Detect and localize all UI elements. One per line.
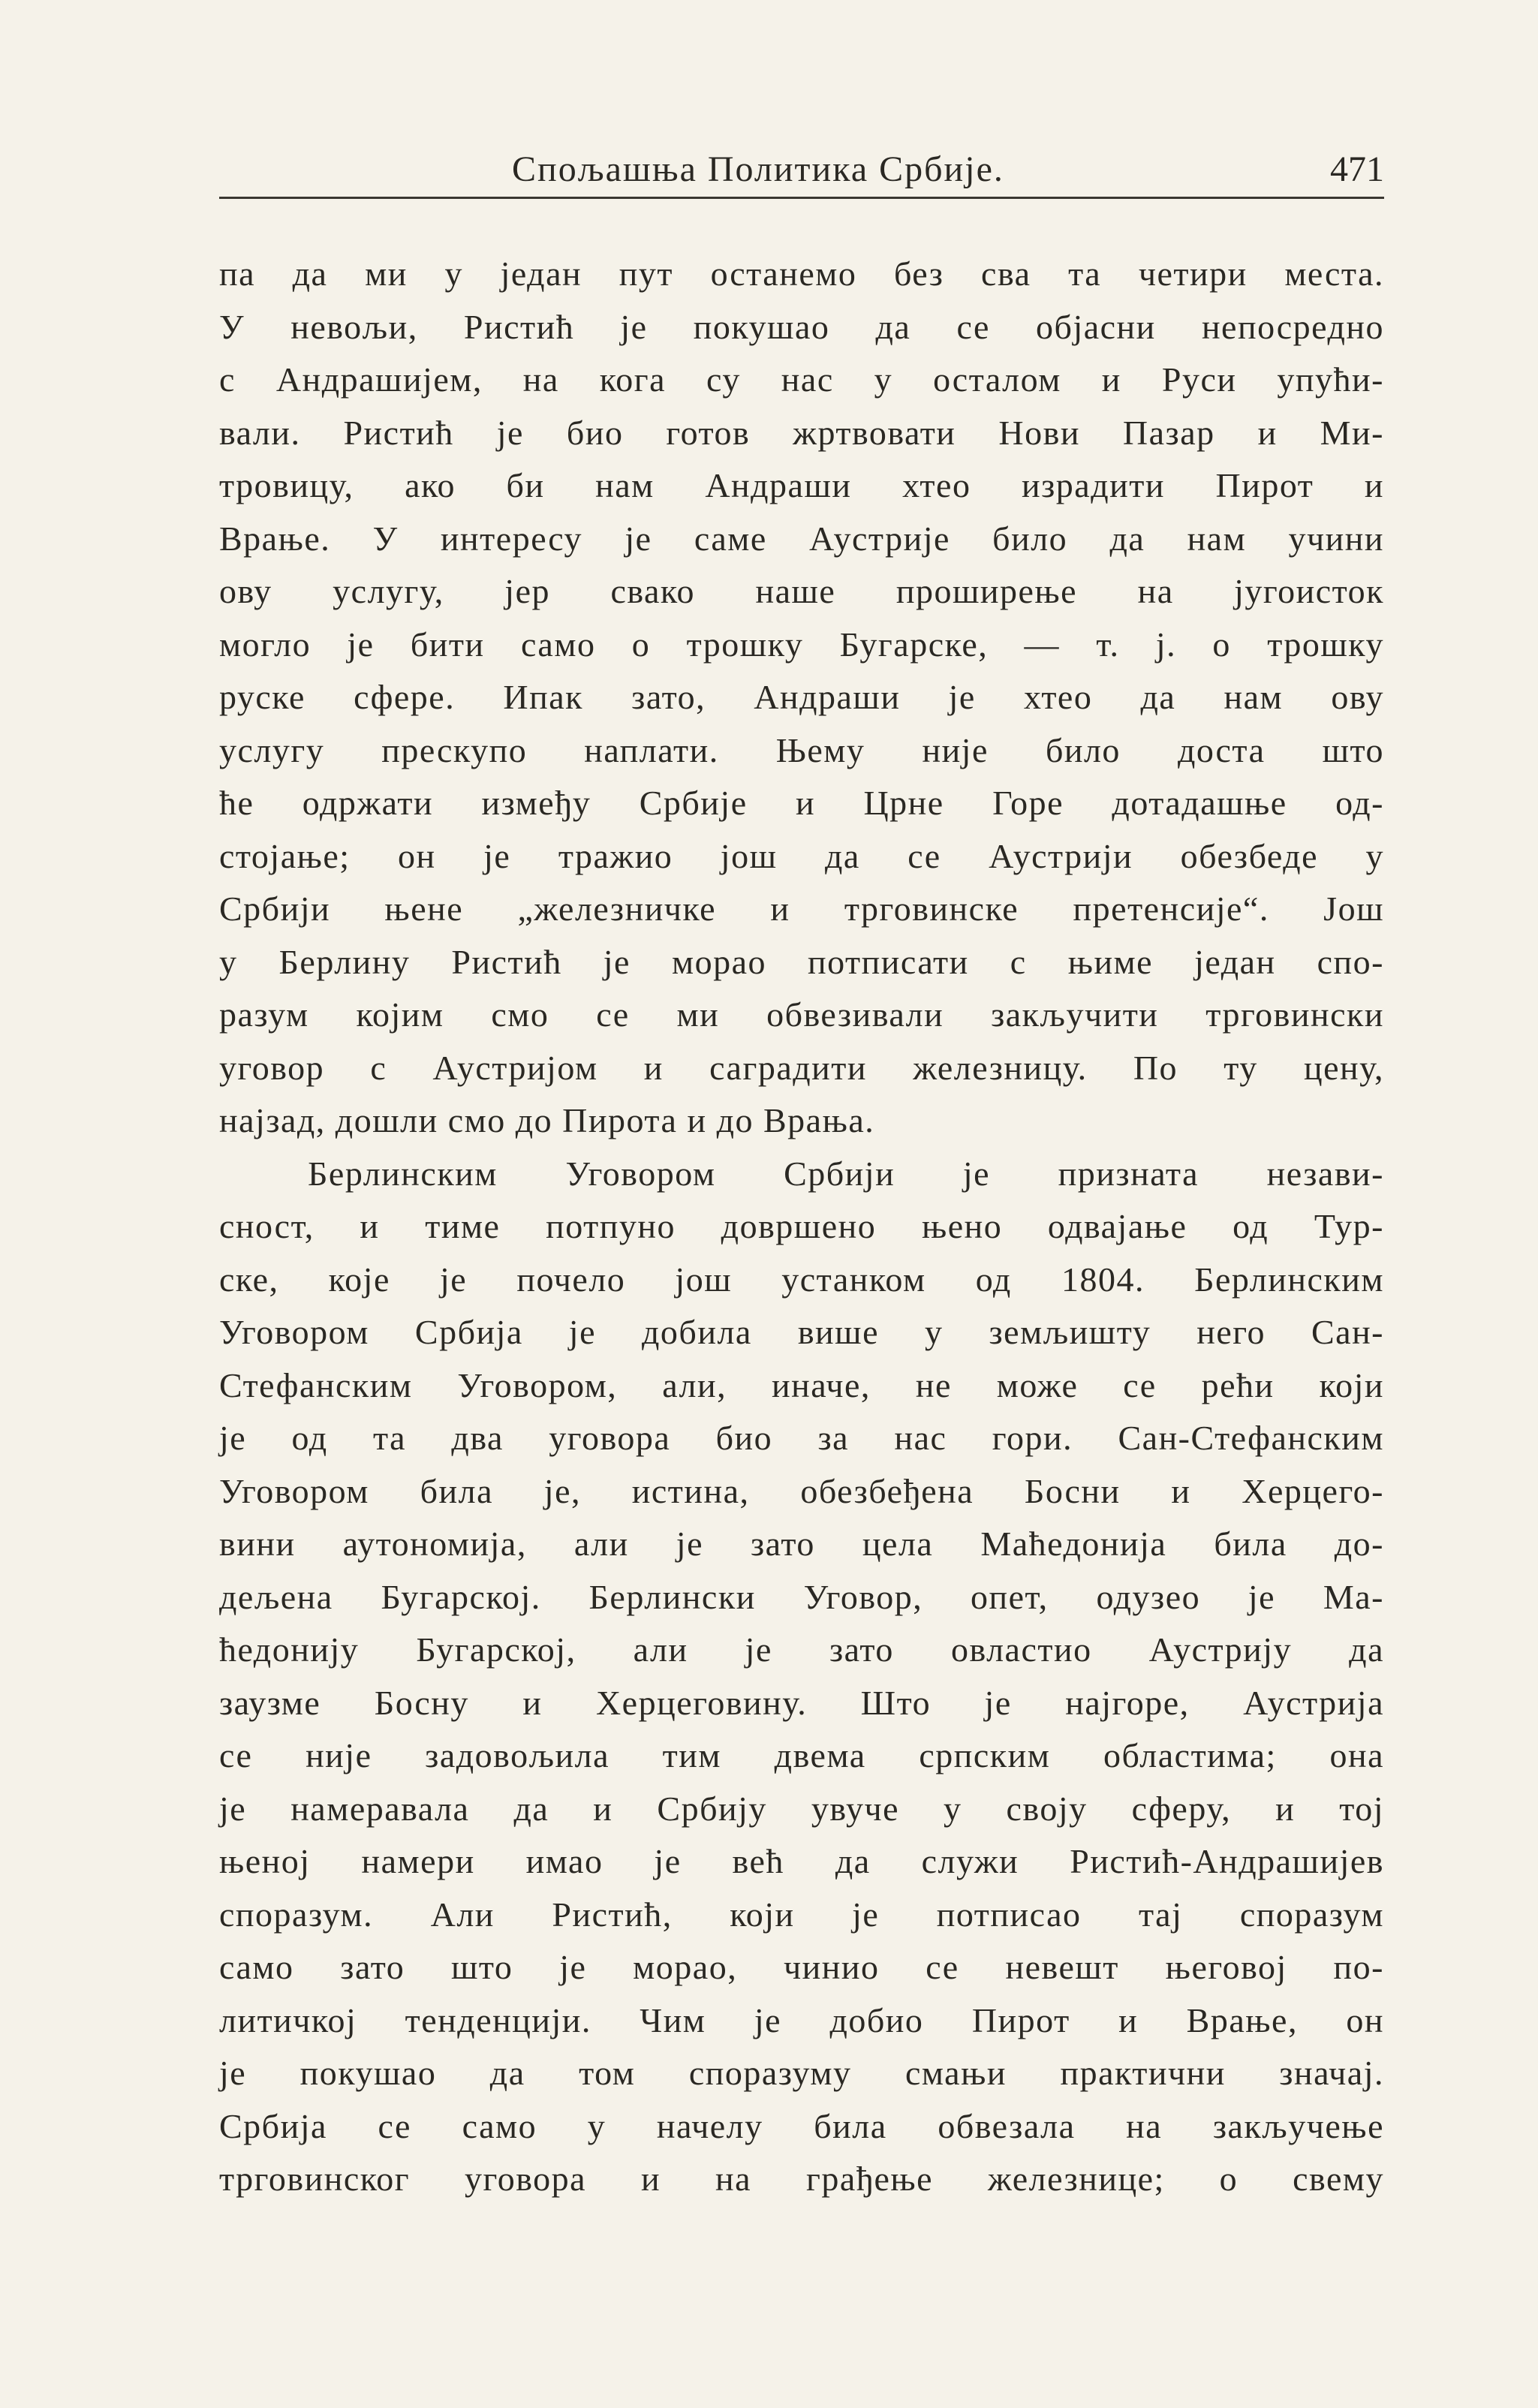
text-line: с Андрашијем, на кога су нас у осталом и Руси упући- (219, 360, 1384, 399)
text-line: споразум. Али Ристић, који је потписао тај споразум (219, 1895, 1384, 1934)
text-line: Берлинским Уговором Србији је призната незави- (308, 1154, 1384, 1193)
text-line: ову услугу, јер свако наше проширење на југоисток (219, 572, 1384, 610)
text-line: услугу прескупо наплати. Њему није било доста што (219, 730, 1384, 769)
text-line: у Берлину Ристић је морао потписати с њиме један спо- (219, 942, 1384, 981)
text-line: тровицу, ако би нам Андраши хтео израдити Пирот и (219, 466, 1384, 504)
text-line: ћедонију Бугарској, али је зато овластио Аустрију да (219, 1630, 1384, 1669)
text-line: Врање. У интересу је саме Аустрије било да нам учини (219, 519, 1384, 558)
text-line: је од та два уговора био за нас гори. Сан-Стефанским (219, 1419, 1384, 1457)
text-line: Уговором била је, истина, обезбеђена Босни и Херцего- (219, 1471, 1384, 1510)
text-line: ске, које је почело још устанком од 1804. Берлинским (219, 1260, 1384, 1299)
text-line: литичкој тенденцији. Чим је добио Пирот и Врање, он (219, 2000, 1384, 2039)
text-line: стојање; он је тражио још да се Аустрији обезбеде у (219, 836, 1384, 875)
text-line: Србија се само у начелу била обвезала на закључење (219, 2106, 1384, 2145)
text-line: најзад, дошли смо до Пирота и до Врања. (219, 1101, 875, 1139)
text-line: вали. Ристић је био готов жртвовати Нови Пазар и Ми- (219, 413, 1384, 452)
text-line: ће одржати између Србије и Црне Горе дотадашње од- (219, 784, 1384, 822)
text-line: сност, и тиме потпуно довршено њено одвајање од Тур- (219, 1207, 1384, 1245)
text-line: трговинског уговора и на грађење железнице; о свему (219, 2160, 1384, 2198)
text-line: вини аутономија, али је зато цела Маћедонија била до- (219, 1525, 1384, 1563)
paragraph (219, 1148, 1384, 2206)
page-number: 471 (1330, 149, 1384, 189)
text-line: дељена Бугарској. Берлински Уговор, опет, одузео је Ма- (219, 1577, 1384, 1616)
text-line: је покушао да том споразуму смањи практични значај. (219, 2054, 1384, 2092)
text-line: Стефанским Уговором, али, иначе, не може се рећи који (219, 1365, 1384, 1404)
text-line: заузме Босну и Херцеговину. Што је најгоре, Аустрија (219, 1683, 1384, 1722)
text-line: могло је бити само о трошку Бугарске, — т. ј. о трошку (219, 625, 1384, 664)
text-line: па да ми у један пут останемо без сва та четири места. (219, 254, 1384, 293)
text-line: само зато што је морао, чинио се невешт његовој по- (219, 1948, 1384, 1986)
text-line: разум којим смо се ми обвезивали закључити трговински (219, 995, 1384, 1034)
header-rule (219, 197, 1384, 199)
text-line: руске сфере. Ипак зато, Андраши је хтео да нам ову (219, 678, 1384, 716)
text-line: Уговором Србија је добила више у земљишту него Сан- (219, 1313, 1384, 1351)
text-line: Србији њене „железничке и трговинске претенсије“. Још (219, 889, 1384, 928)
text-line: њеној намери имао је већ да служи Ристић-Андрашијев (219, 1842, 1384, 1880)
body-text (219, 248, 1384, 2206)
text-line: У невољи, Ристић је покушао да се објасни непосредно (219, 307, 1384, 346)
text-line: уговор с Аустријом и саградити железницу. По ту цену, (219, 1048, 1384, 1087)
running-title: Спољашња Политика Србије. (512, 149, 1004, 189)
running-header (219, 147, 1384, 192)
text-line: се није задовољила тим двема српским областима; она (219, 1736, 1384, 1774)
text-line: је намеравала да и Србију увуче у своју сферу, и тој (219, 1789, 1384, 1828)
paragraph (219, 248, 1384, 1148)
